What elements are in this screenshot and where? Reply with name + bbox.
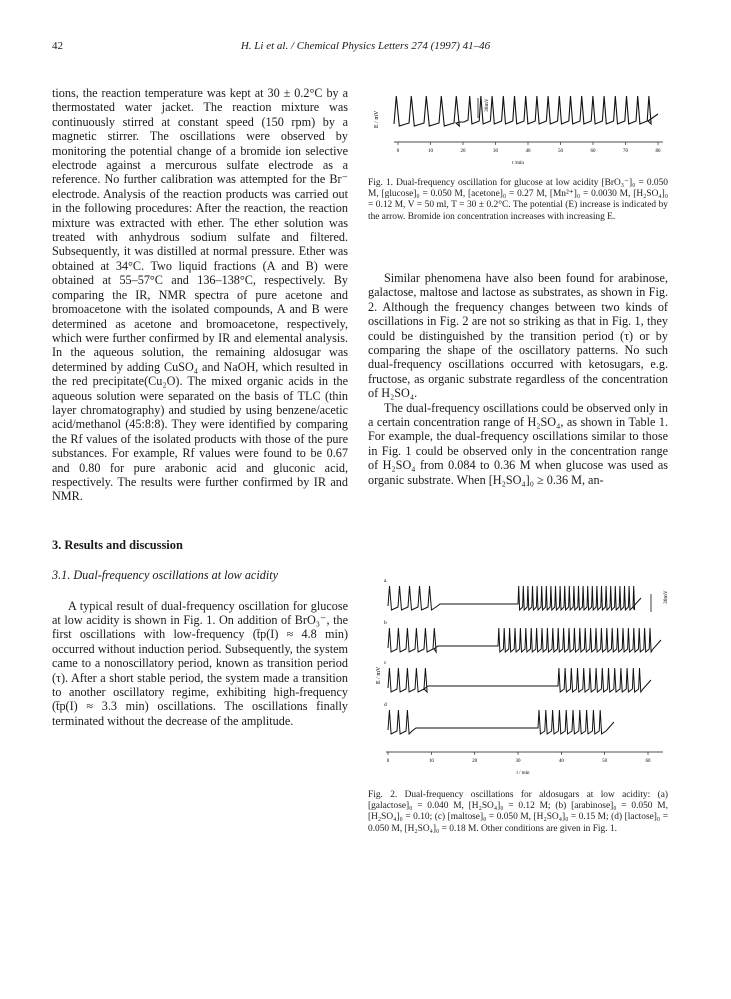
right-column-text [368,271,668,487]
fig2-trace-d [388,710,614,734]
fig1-tick-label: 60 [590,149,596,154]
fig1-tick-label: 80 [655,149,661,154]
fig2-trace-label: a [384,578,387,584]
fig1-tick-label: 20 [460,149,466,154]
fig2-x-ticks [387,752,651,764]
section-heading: 3. Results and discussion [52,537,183,552]
fig2-trace-b [388,628,661,652]
fig2-trace-label: d [384,702,387,708]
subsection-heading: 3.1. Dual-frequency oscillations at low acidity [52,568,278,583]
fig2-trace-label: b [384,620,387,626]
fig1-tick-label: 40 [525,149,531,154]
body-paragraph-3: Similar phenomena have also been found for arabinose, galactose, maltose and lactose as substrates, as shown in Fig. 2. Although the frequency changes between two kinds of oscillations in Fig. 2 are not so striking as that in Fig. 1, they could be distinguished by the transition period (τ) or by comparing the shape of the oscillatory patterns. No such dual-frequency oscillations occurred with ketosugars, e.g. fructose, as organic substrate regardless of the concentration of H₂SO₄. [368,271,668,401]
fig2-trace-c [388,668,651,692]
figure-1-plot [368,84,668,176]
fig2-tick-label: 30 [515,759,521,764]
fig2-tick-label: 60 [645,759,651,764]
figure-2-plot [368,576,668,786]
fig2-tick-label: 10 [428,759,434,764]
figure-1-caption: Fig. 1. Dual-frequency oscillation for glucose at low acidity [BrO₃⁻]₀ = 0.050 M, [glucose]₀ = 0.050 M, [acetone]₀ = 0.27 M, [Mn²⁺]₀ = 0.0030 M, [H₂SO₄]₀ = 0.12 M, V = 50 ml, T = 30 ± 0.2°C. The potential (E) increase is indicated by the arrow. Bromide ion concentration increases with increasing E. [368,178,668,222]
page-number: 42 [52,40,63,52]
body-paragraph-4: The dual-frequency oscillations could be observed only in a certain concentration range of H₂SO₄, as shown in Table 1. For example, the dual-frequency oscillations similar to those in Fig. 1 could be observed only in the concentration range of H₂SO₄ from 0.084 to 0.36 M when glucose was used as organic substrate. When [H₂SO₄]₀ ≥ 0.36 M, an- [368,400,668,487]
fig1-tick-label: 70 [623,149,628,154]
fig1-y-label: E / mV [374,110,380,128]
fig2-tick-label: 40 [558,759,564,764]
fig2-tick-label: 50 [602,759,608,764]
fig2-trace-label: c [384,660,387,666]
fig2-scale-label: 30mV [663,590,669,604]
fig2-trace-a [388,586,641,610]
fig1-oscillation-trace [394,96,658,126]
fig2-tick-label: 20 [472,759,478,764]
body-paragraph-1: tions, the reaction temperature was kept at 30 ± 0.2°C by a thermostated water jacket. The reaction mixture was continuously stirred at constant speed (150 rpm) by a magnetic stirrer. The oscillations were observed by monitoring the potential change of a bromide ion selective electrode against a mercurous sulfate electrode as a reference. No further calibration was attempted for the Br⁻ electrode. Analysis of the reaction products was carried out in the following procedures: After the reaction, the reaction mixture was extracted with ether. The ether solution was treated with anhydrous sodium sulfate and filtered. Subsequently, it was distilled at normal pressure. Ether was obtained at 34°C. Two liquid fractions (A and B) were obtained at 55–57°C and 136–138°C, respectively. By comparing the IR, NMR spectra of pure acetone and bromoacetone with the isolated compounds, A and B were determined as acetone and bromoacetone, respectively, which were further confirmed by IR and elemental analysis. In the aqueous solution, the remaining aldosugar was determined by adding CuSO₄ and NaOH, which resulted in the red precipitate(Cu₂O). The mixed organic acids in the aqueous solution were separated on the basis of TLC (thin layer chromatography) and studied by using benzene/acetic acid/methanol (45:8:8). They were identified by comparing the Rf values of the isolated products with those of the pure substances. For example, Rf values were found to be 0.67 and 0.80 for pure arabonic acid and gluconic acid, respectively. The results were further confirmed by IR and NMR. [52,86,348,504]
figure-2-caption: Fig. 2. Dual-frequency oscillations for aldosugars at low acidity: (a) [galactose]₀ = 0.040 M, [H₂SO₄]₀ = 0.12 M; (b) [arabinose]₀ = 0.050 M, [H₂SO₄]₀ = 0.10; (c) [maltose]₀ = 0.050 M, [H₂SO₄]₀ = 0.15 M; (d) [lactose]₀ = 0.050 M, [H₂SO₄]₀ = 0.18 M. Other conditions are given in Fig. 1. [368,790,668,834]
fig1-x-label: t /min [512,161,524,166]
fig2-y-label: E / mV [376,666,382,684]
fig2-traces [384,578,661,734]
fig1-tick-label: 30 [493,149,498,154]
fig1-x-ticks [397,142,661,154]
left-column [52,86,348,728]
body-paragraph-2: A typical result of dual-frequency oscillation for glucose at low acidity is shown in Fig. 1. On addition of BrO₃⁻, the first oscillations with low-frequency (t̄p(I) ≈ 4.8 min) occurred without induction period. Subsequently, the system came to a nonoscillatory period, known as transition period (τ). After a short stable period, the system made a transition to another oscillatory regime, exhibiting high-frequency (t̄p(I) ≈ 3.3 min) oscillations. The oscillations finally terminated without the decrease of the amplitude. [52,598,348,728]
fig2-tick-label: 0 [386,759,390,764]
fig1-tick-label: 50 [558,149,563,154]
fig1-scale-label: 30mV [484,98,490,112]
running-head: H. Li et al. / Chemical Physics Letters 274 (1997) 41–46 [240,40,491,52]
fig2-x-label: t / min [516,771,530,776]
fig1-tick-label: 0 [396,149,400,154]
fig1-tick-label: 10 [428,149,433,154]
